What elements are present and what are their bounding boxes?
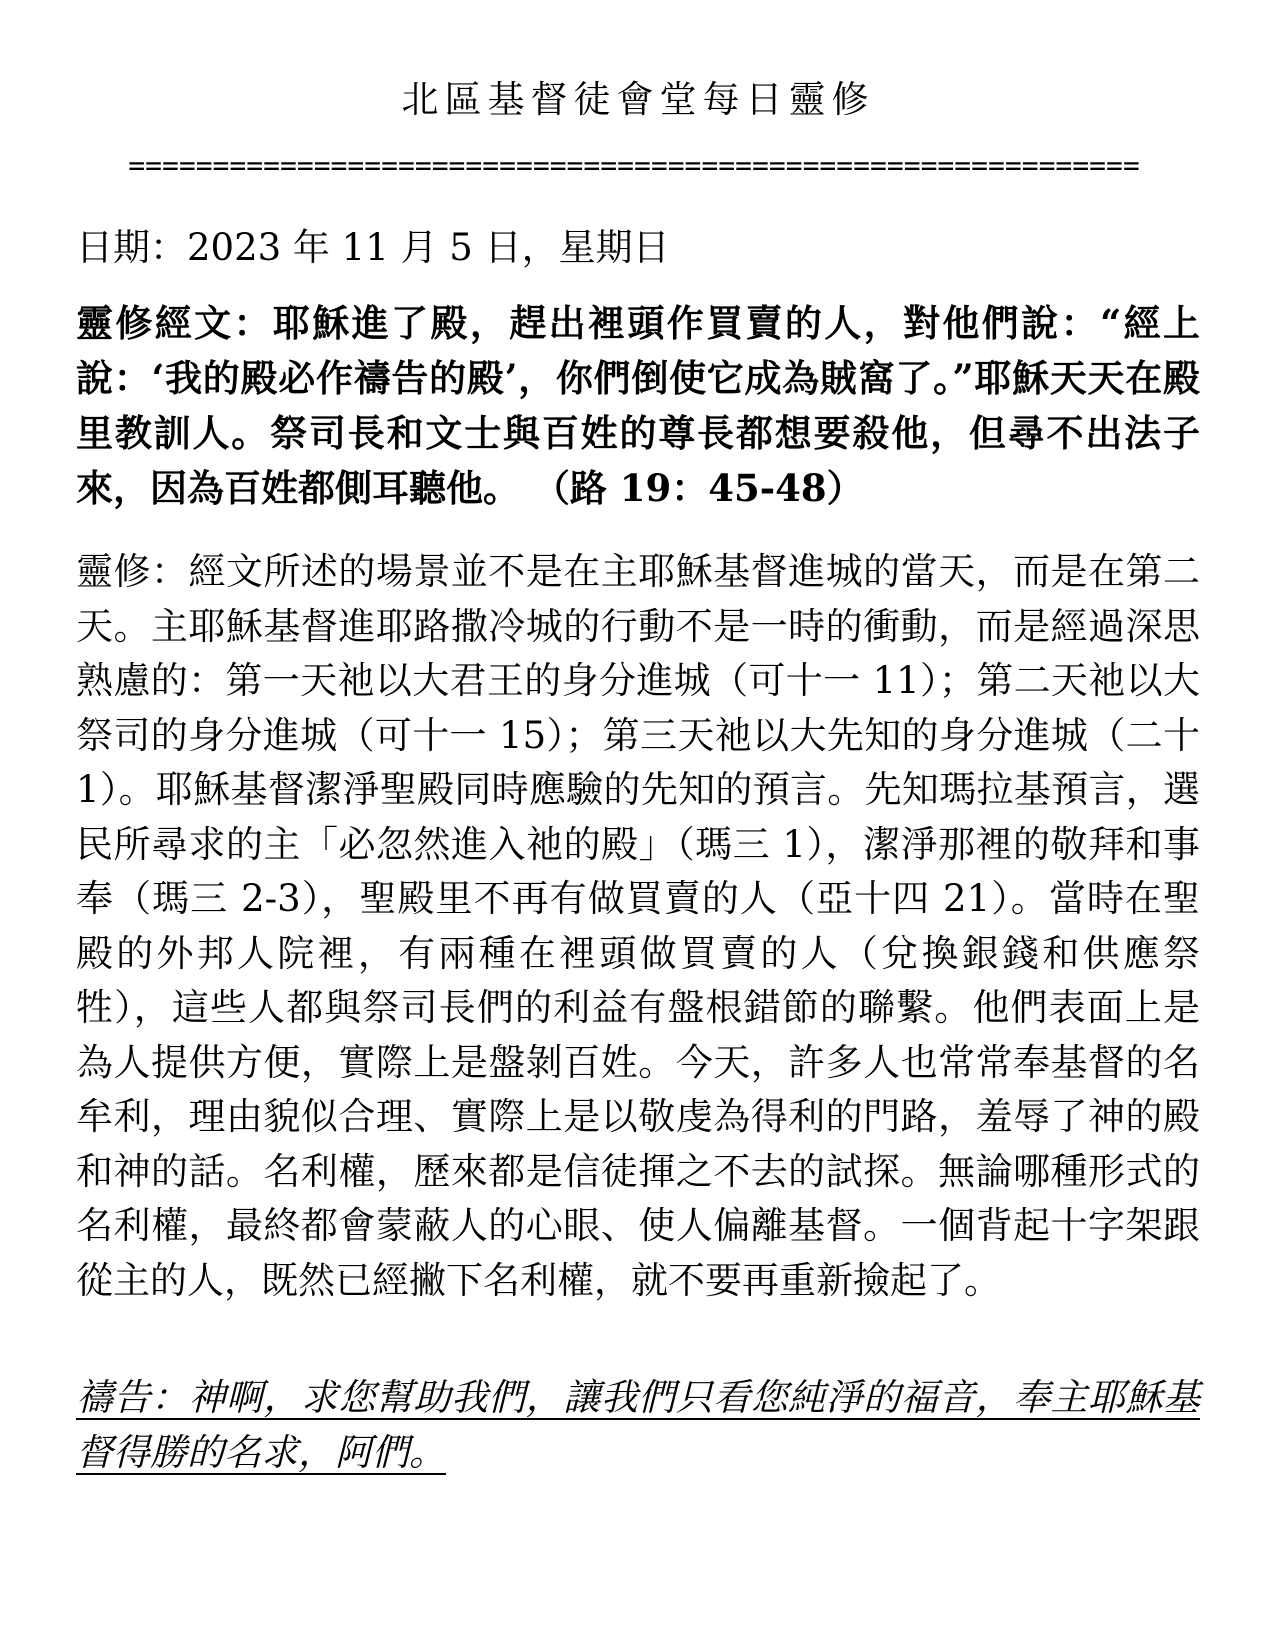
page-title: 北區基督徒會堂每日靈修 (401, 78, 875, 121)
divider-line: ============================================================ (128, 149, 1140, 182)
prayer-text: 禱告：神啊，求您幫助我們，讓我們只看您純淨的福音，奉主耶穌基督得勝的名求，阿們。 (76, 1376, 1200, 1474)
devotion-text: 靈修：經文所述的場景並不是在主耶穌基督進城的當天，而是在第二天。主耶穌基督進耶路撒冷城的行動不是一時的衝動，而是經過深思熟慮的：第一天祂以大君王的身分進城（可十一 11）；第二天祂以大祭司的身分進城（可十一 15）；第三天祂以大先知的身分進城（二十 1）。耶穌基督潔淨聖殿同時應驗的先知的預言。先知瑪拉基預言，選民所尋求的主「必忽然進入祂的殿」（瑪三 1），潔淨那裡的敬拜和事奉（瑪三 2-3），聖殿里不再有做買賣的人（亞十四 21）。當時在聖殿的外邦人院裡，有兩種在裡頭做買賣的人（兌換銀錢和供應祭牲），這些人都與祭司長們的利益有盤根錯節的聯繫。他們表面上是為人提供方便，實際上是盤剝百姓。今天，許多人也常常奉基督的名牟利，理由貌似合理、實際上是以敬虔為得利的門路，羞辱了神的殿和神的話。名利權，歷來都是信徒揮之不去的試探。無論哪種形式的名利權，最終都會蒙蔽人的心眼、使人偏離基督。一個背起十字架跟從主的人，既然已經撇下名利權，就不要再重新撿起了。 (76, 550, 1200, 1302)
date-line: 日期：2023 年 11 月 5 日，星期日 (76, 226, 670, 269)
scripture-passage: 靈修經文：耶穌進了殿，趕出裡頭作買賣的人，對他們說：“經上說：‘我的殿必作禱告的殿’，你們倒使它成為賊窩了。”耶穌天天在殿里教訓人。祭司長和文士與百姓的尊長都想要殺他，但尋不出法子來，因為百姓都側耳聽他。 （路 19：45-48） (76, 301, 1200, 510)
